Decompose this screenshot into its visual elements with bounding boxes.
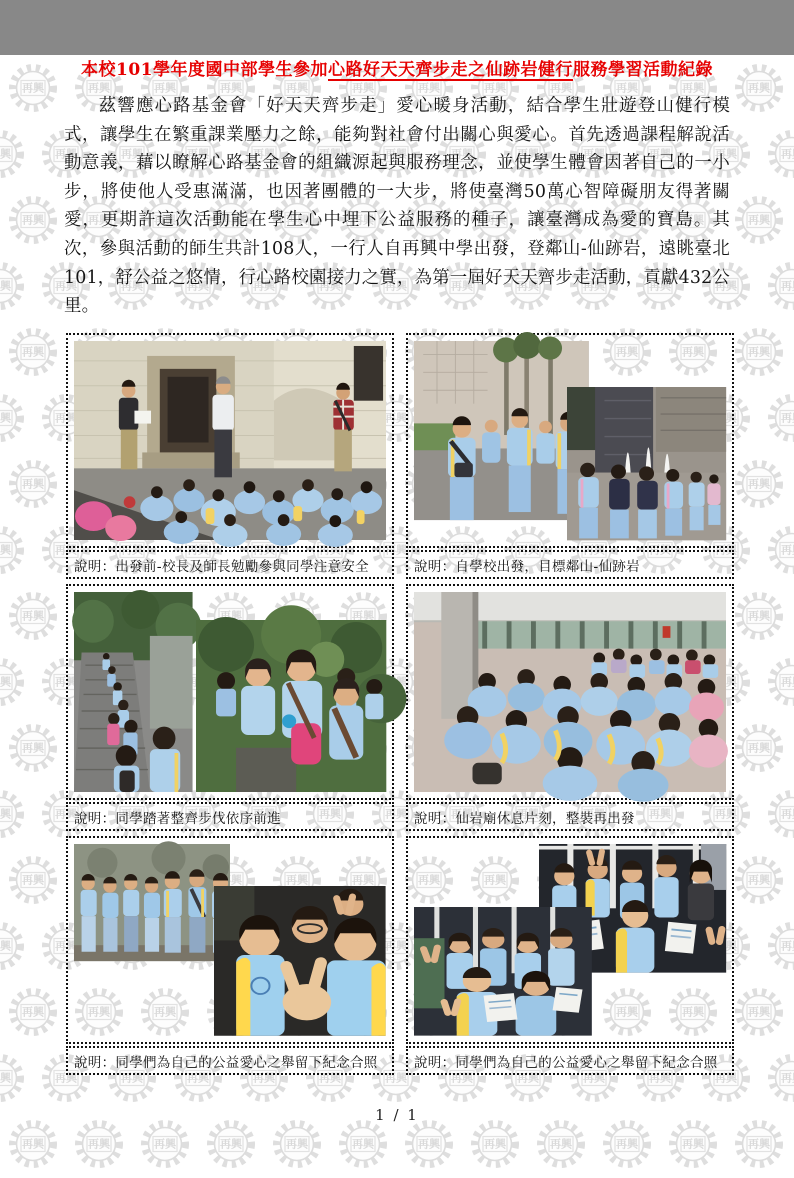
photo-box (66, 584, 394, 800)
title-underlined: 心路好天天齊步走之仙跡岩健行 (328, 60, 573, 80)
photo-box (406, 584, 734, 800)
figure-leaving-school (406, 333, 734, 579)
photo-box (406, 333, 734, 548)
body-paragraph: 茲響應心路基金會「好天天齊步走」愛心暖身活動，結合學生壯遊登山健行模式，讓學生在繁重課業壓力之餘，能夠對社會付出關心與愛心。首先透過課程解說活動意義，藉以瞭解心路基金會的組織源起與服務理念，並使學生體會因著自己的一小步，將使他人受惠滿滿，也因著團體的一大步，將使臺灣50萬心智障礙朋友得著關愛，更期許這次活動能在學生心中埋下公益服務的種子，讓臺灣成為愛的寶島。其次，參與活動的師生共計108人，一行人自再興中學出發，登鄰山-仙跡岩，遠眺臺北101，舒公益之悠情，行心路校園接力之實，為第一屆好天天齊步走活動，貢獻432公里。 (64, 96, 730, 317)
photo-closeup-vsigns (214, 886, 386, 1036)
figure-group-photo-right (406, 836, 734, 1075)
photo-certificates-group-b (414, 907, 592, 1036)
photo-fountain-line (567, 387, 726, 540)
photo-caption: 說明：同學們為自己的公益愛心之舉留下紀念合照 (66, 1046, 394, 1075)
figure-departure-briefing (66, 333, 394, 579)
page-number: 1 / 1 (375, 1105, 419, 1124)
photo-stairs-queue (74, 592, 193, 792)
photo-caption: 說明：同學踏著整齊步伐依序前進 (66, 802, 394, 831)
photo-temple-crowd (414, 592, 726, 792)
figure-marching (66, 584, 394, 831)
photo-standing-group (74, 844, 230, 961)
photo-box (66, 333, 394, 548)
figure-group-photo-left (66, 836, 394, 1075)
title-suffix: 服務學習活動紀錄 (573, 60, 713, 80)
photo-caption: 說明：自學校出發，目標鄰山-仙跡岩 (406, 550, 734, 579)
photo-caption: 說明：仙岩廟休息片刻，整裝再出發 (406, 802, 734, 831)
photo-box (406, 836, 734, 1044)
page-title (30, 55, 764, 80)
photo-caption: 說明：同學們為自己的公益愛心之舉留下紀念合照 (406, 1046, 734, 1075)
photo-boys-walking (414, 341, 589, 520)
document-page (0, 55, 794, 1178)
figure-grid (66, 333, 734, 1080)
figure-temple-rest (406, 584, 734, 831)
photo-box (66, 836, 394, 1044)
photo-trail-closeup (196, 620, 386, 792)
photo-principal-speech (74, 341, 386, 540)
photo-caption: 說明：出發前-校長及師長勉勵參與同學注意安全 (66, 550, 394, 579)
title-prefix: 本校101學年度國中部學生參加 (81, 60, 328, 80)
